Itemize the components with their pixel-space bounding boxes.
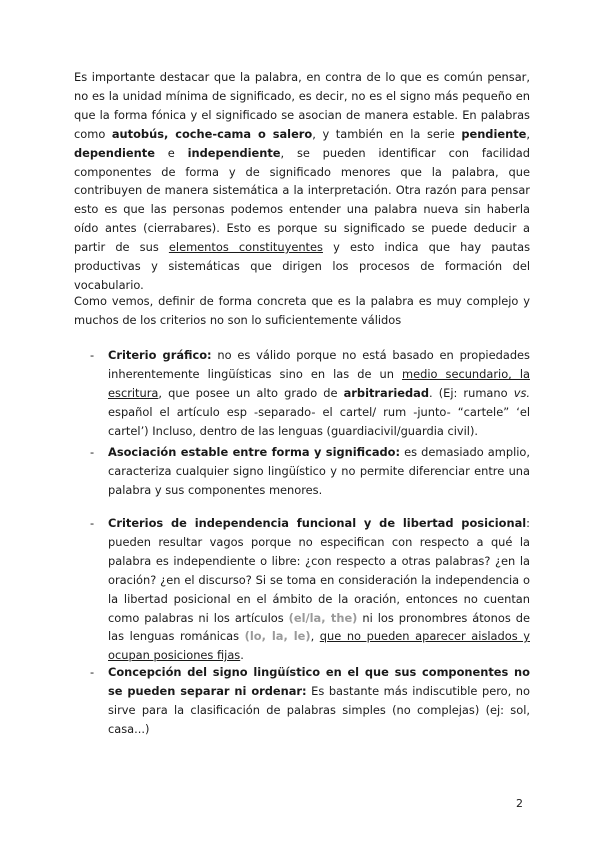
- text-segment: .: [240, 648, 244, 663]
- text-segment: no es válido porque no está basado en propiedades inherentemente lingüísticas sino en las de un: [108, 348, 530, 381]
- bold-term: independiente: [187, 145, 281, 160]
- text-segment: , y también en la serie: [312, 126, 462, 141]
- criterion-text: [108, 443, 530, 500]
- list-dash: -: [90, 445, 95, 459]
- text-segment: , que posee un alto grado de: [158, 385, 344, 400]
- text-segment: e: [154, 145, 188, 160]
- underlined-term: elementos constituyentes: [168, 240, 323, 255]
- underlined-term: medio secundario, la escritura: [108, 366, 530, 400]
- italic-term: vs.: [513, 385, 530, 400]
- text-segment: es demasiado amplio, caracteriza cualquier signo lingüístico y no permite diferenciar entre una palabra y sus componentes menores.: [108, 445, 530, 497]
- list-dash: -: [90, 516, 95, 530]
- text-segment: ,: [526, 126, 530, 141]
- paragraph-summary: Como vemos, definir de forma concreta que es la palabra es muy complejo y muchos de los criterios no son lo suficientemente válidos: [74, 294, 530, 327]
- list-dash: -: [90, 348, 95, 362]
- bold-term: dependiente: [74, 145, 155, 160]
- bold-term: pendiente: [461, 126, 527, 141]
- list-dash: -: [90, 665, 95, 679]
- criterion-text: [108, 346, 530, 441]
- text-segment: Es bastante más indiscutible pero, no sirve para la clasificación de palabras simples (no complejas) (ej: sol, casa...): [108, 683, 530, 736]
- criterion-text: [108, 514, 530, 665]
- underlined-term: que no pueden aparecer aislados y ocupan posiciones fijas: [108, 629, 530, 663]
- grey-example: (lo, la, le): [244, 629, 311, 644]
- text-segment: ,: [310, 629, 320, 644]
- text-segment: . (Ej: rumano: [428, 385, 514, 400]
- paragraph-word-definition: [74, 68, 530, 295]
- grey-example: (el/la, the): [288, 610, 358, 625]
- criterion-title: Asociación estable entre forma y significado:: [108, 445, 401, 459]
- criterion-title: Criterio gráfico:: [108, 348, 212, 362]
- criterion-text: [108, 663, 530, 739]
- criterion-title: Criterios de independencia funcional y de libertad posicional: [108, 516, 527, 530]
- text-segment: Es importante destacar que la palabra, en contra de lo que es común pensar, no es la unidad mínima de significado, es decir, no es el signo más pequeño en que la forma fónica y el significado se asocian de manera estable. En palabras como: [74, 70, 530, 141]
- bold-term: arbitrariedad: [343, 385, 429, 400]
- text-segment: español el artículo esp -separado- el cartel/ rum -junto- “cartele” ‘el cartel’) Incluso, dentro de las lenguas (guardiacivil/guardia civil).: [108, 404, 530, 438]
- text-segment: ni los pronombres átonos de las lenguas románicas: [108, 610, 530, 644]
- text-segment: y esto indica que hay pautas productivas y sistemáticas que dirigen los procesos de formación del vocabulario.: [74, 240, 531, 292]
- criterion-title: Concepción del signo lingüístico en el que sus componentes no se pueden separar ni ordenar:: [108, 665, 530, 698]
- text-segment: , se pueden identificar con facilidad componentes de forma y de significado menores que la palabra, que contribuyen de manera sistemática a la interpretación. Otra razón para pensar esto es que las personas podemos entender una palabra nueva sin haberla oído antes (cierrabares). Esto es porque su significado se puede deducir a partir de sus: [74, 145, 531, 255]
- bold-examples: autobús, coche-cama o salero: [111, 126, 313, 141]
- page-number: 2: [516, 797, 523, 810]
- text-segment: : pueden resultar vagos porque no especifican con respecto a qué la palabra es independiente o libre: ¿con respecto a otras palabras? ¿en la oración? ¿en el discurso? Si se toma en consideración la independencia o la libertad posicional en el ámbito de la oración, entonces no cuentan como palabras ni los artículos: [108, 516, 530, 625]
